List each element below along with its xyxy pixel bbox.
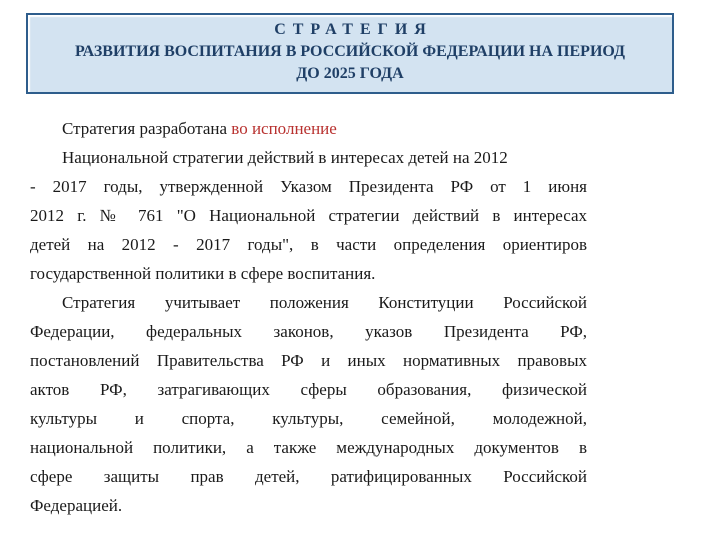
paragraph-3-line-2: Федерации, федеральных законов, указов Президента РФ,: [30, 322, 587, 341]
intro-lead: Стратегия разработана: [62, 119, 232, 138]
paragraph-3-line-5: культуры и спорта, культуры, семейной, молодежной,: [30, 409, 587, 428]
paragraph-3-line-3: постановлений Правительства РФ и иных нормативных правовых: [30, 351, 587, 370]
paragraph-3-line-4: актов РФ, затрагивающих сферы образования, физической: [30, 380, 587, 399]
paragraph-2-line-5: государственной политики в сфере воспитания.: [30, 264, 376, 283]
paragraph-2-line-2: - 2017 годы, утвержденной Указом Президента РФ от 1 июня: [30, 177, 587, 196]
intro-highlight: во исполнение: [231, 119, 337, 138]
paragraph-2-line-3: 2012 г. № 761 "О Национальной стратегии действий в интересах: [30, 206, 587, 225]
title-line-1: СТРАТЕГИЯ: [274, 21, 433, 38]
paragraph-3-line-7: сфере защиты прав детей, ратифицированных Российской: [30, 467, 587, 486]
title-line-3: ДО 2025 ГОДА: [296, 65, 404, 82]
paragraph-2-line-1: Национальной стратегии действий в интересах детей на 2012: [62, 148, 508, 167]
paragraph-3-line-8: Федерацией.: [30, 496, 123, 515]
paragraph-intro: [30, 114, 587, 143]
paragraph-3-line-6: национальной политики, а также международных документов в: [30, 438, 587, 457]
title-line-2: РАЗВИТИЯ ВОСПИТАНИЯ В РОССИЙСКОЙ ФЕДЕРАЦИИ НА ПЕРИОД: [74, 43, 626, 60]
document-body: [30, 114, 587, 520]
paragraph-2-line-4: детей на 2012 - 2017 годы", в части определения ориентиров: [30, 235, 587, 254]
paragraph-3-line-1: Стратегия учитывает положения Конституции Российской: [62, 293, 587, 312]
title-banner: [26, 13, 674, 94]
